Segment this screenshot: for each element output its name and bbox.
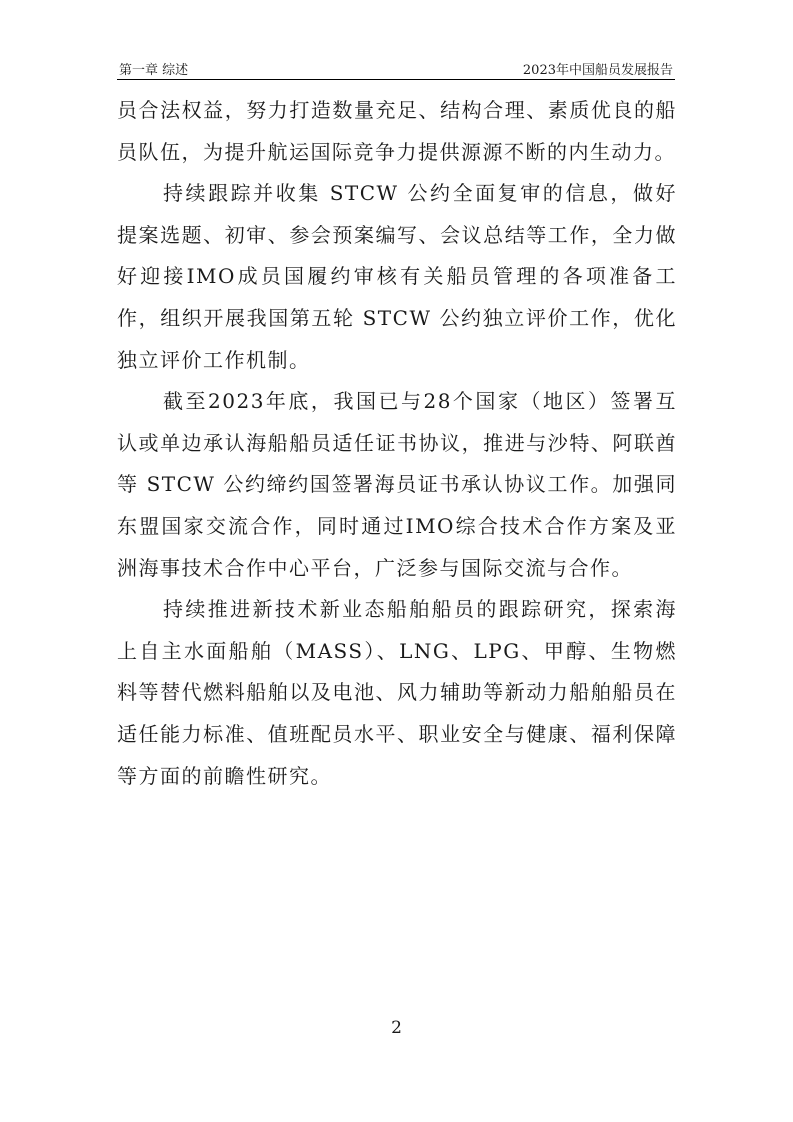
paragraph-certificate-agreements: 截至2023年底，我国已与28个国家（地区）签署互认或单边承认海船船员适任证书协议，推进与沙特、阿联酋等 STCW 公约缔约国签署海员证书承认协议工作。加强同东盟国家交流合作，同时通过IMO综合技术合作方案及亚洲海事技术合作中心平台，广泛参与国际交流与合作。 xyxy=(117,389,677,580)
paragraph-new-technology-research: 持续推进新技术新业态船舶船员的跟踪研究，探索海上自主水面船舶（MASS）、LNG、LPG、甲醇、生物燃料等替代燃料船舶以及电池、风力辅助等新动力船舶船员在适任能力标准、值班配员水平、职业安全与健康、福利保障等方面的前瞻性研究。 xyxy=(117,597,677,788)
chapter-title: 第一章 综述 xyxy=(119,63,189,78)
paragraph-stcw-review: 持续跟踪并收集 STCW 公约全面复审的信息，做好提案选题、初审、参会预案编写、会议总结等工作，全力做好迎接IMO成员国履约审核有关船员管理的各项准备工作，组织开展我国第五轮 STCW 公约独立评价工作，优化独立评价工作机制。 xyxy=(117,181,677,372)
page-number: 2 xyxy=(391,1018,402,1038)
body-text xyxy=(117,90,677,797)
paragraph-continued: 员合法权益，努力打造数量充足、结构合理、素质优良的船员队伍，为提升航运国际竞争力提供源源不断的内生动力。 xyxy=(117,98,677,164)
page-header xyxy=(117,57,675,80)
report-title: 2023年中国船员发展报告 xyxy=(522,63,673,78)
